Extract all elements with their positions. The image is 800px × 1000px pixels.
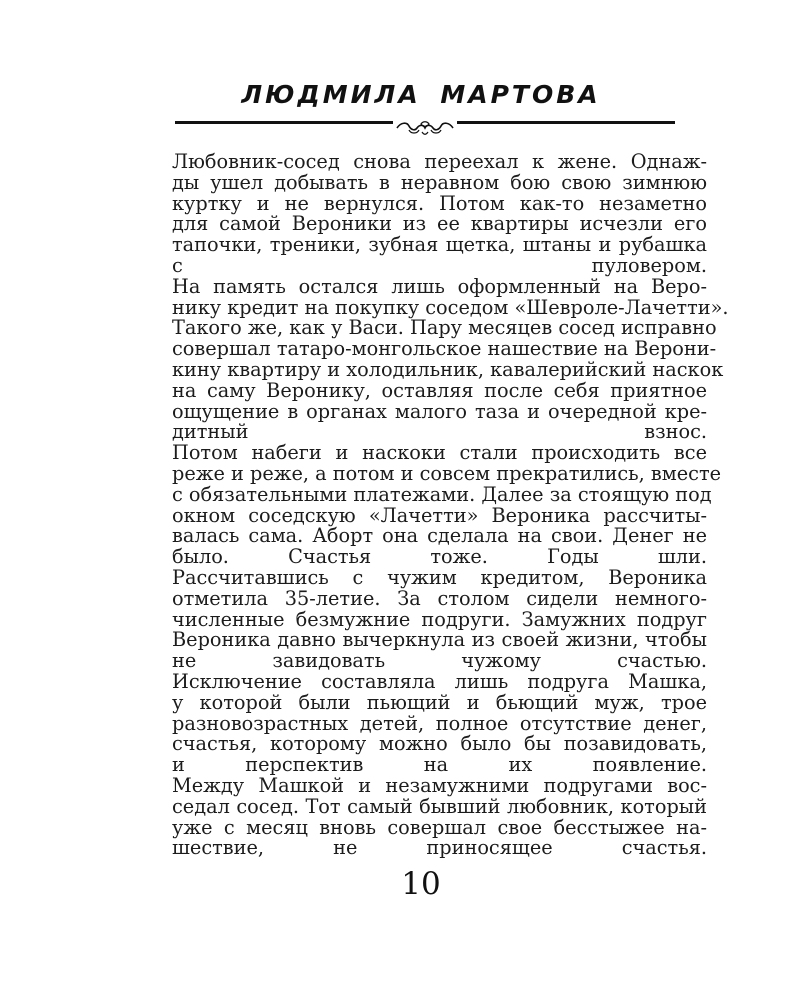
text-line: окном соседскую «Лачетти» Вероника рассчиты- [172,503,707,527]
paragraph-5 [134,669,707,777]
text-line: ощущение в органах малого таза и очередной кре- [172,399,707,423]
paragraph-2 [134,274,729,444]
paragraph-1 [134,152,707,277]
text-line: разновозрастных детей, полное отсутствие денег, [172,711,707,735]
body-text [134,150,729,860]
text-line: было. Счастья тоже. Годы шли. [172,545,707,569]
text-line: счастья, которому можно было бы позавидовать, [172,732,707,756]
text-line: с обязательными платежами. Далее за стоящую под [172,482,712,506]
text-line: для самой Вероники из ее квартиры исчезли его [172,212,707,236]
text-line: совершал татаро-монгольское нашествие на Верони- [172,337,717,361]
text-line: уже с месяц вновь совершал свое бесстыжее на- [172,815,707,839]
text-line: седал сосед. Тот самый бывший любовник, который [172,794,707,818]
text-line: Такого же, как у Васи. Пару месяцев сосед исправно [172,316,717,340]
text-line: Исключение составляла лишь подруга Машка, [172,669,707,693]
text-line: ды ушел добывать в неравном бою свою зимнюю [172,170,707,194]
text-line: не завидовать чужому счастью. [172,649,707,673]
text-line: Рассчитавшись с чужим кредитом, Вероника [172,565,707,589]
text-line: реже и реже, а потом и совсем прекратились, вместе [172,461,722,485]
page-number: 10 [401,866,441,902]
text-line: у которой были пьющий и бьющий муж, трое [172,690,707,714]
text-line: Любовник-сосед снова переехал к жене. Однаж- [172,150,707,173]
text-line: на саму Веронику, оставляя после себя приятное [172,378,707,402]
paragraph-6 [134,773,707,860]
text-line: тапочки, треники, зубная щетка, штаны и рубашка [172,233,707,257]
running-head-author: ЛЮДМИЛА МАРТОВА [241,80,601,109]
text-line: дитный взнос. [172,420,707,444]
text-line: Потом набеги и наскоки стали происходить все [172,441,707,465]
paragraph-3 [134,441,722,569]
text-line: шествие, не приносящее счастья. [172,836,707,860]
text-line: Между Машкой и незамужними подругами вос- [172,773,707,797]
paragraph-4 [134,565,707,673]
text-line: нику кредит на покупку соседом «Шевроле-Лачетти». [172,295,729,319]
text-line: Вероника давно вычеркнула из своей жизни, чтобы [172,628,707,652]
text-line: кину квартиру и холодильник, кавалерийский наскок [172,357,724,381]
text-line: куртку и не вернулся. Потом как-то незаметно [172,191,707,215]
text-line: валась сама. Аборт она сделала на свои. Денег не [172,524,707,548]
text-line: отметила 35-летие. За столом сидели немного- [172,586,707,610]
text-line: с пуловером. [172,253,707,277]
text-line: и перспектив на их появление. [172,753,707,777]
text-line: численные безмужние подруги. Замужних подруг [172,607,707,631]
text-line: На память остался лишь оформленный на Веро- [172,274,707,298]
flourish-ornament-icon [393,118,457,138]
